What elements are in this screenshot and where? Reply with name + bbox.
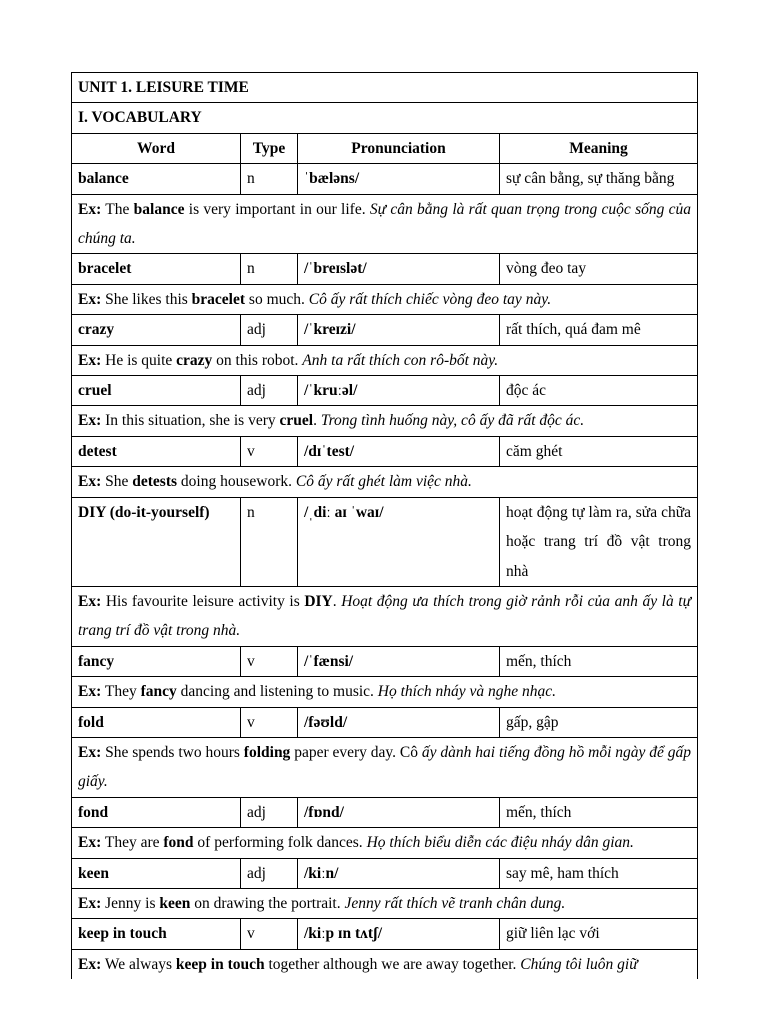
example-keyword: balance — [133, 200, 185, 218]
example-keyword: keen — [159, 894, 191, 912]
example-cell — [72, 586, 698, 646]
pronunciation-cell: ˈbæləns/ — [298, 164, 500, 194]
meaning-cell: say mê, ham thích — [500, 858, 698, 888]
meaning-cell: căm ghét — [500, 436, 698, 466]
word-cell: fond — [72, 797, 241, 827]
word-cell: detest — [72, 436, 241, 466]
example-translation: Hoạt động ưa thích trong giờ rảnh rỗi của anh ấy là tự trang trí đồ vật trong nhà. — [78, 592, 692, 640]
example-text: His favourite leisure activity is — [101, 592, 305, 610]
pronunciation-cell: /ˈbreɪslət/ — [298, 254, 500, 284]
meaning-cell: vòng đeo tay — [500, 254, 698, 284]
example-cell — [72, 194, 698, 254]
example-translation: Trong tình huống này, cô ấy đã rất độc ác. — [320, 412, 585, 430]
example-label: Ex: — [78, 955, 102, 973]
example-text: She likes this — [101, 290, 192, 308]
example-row — [72, 406, 698, 436]
example-text: . — [313, 412, 321, 430]
word-cell: crazy — [72, 315, 241, 345]
meaning-cell: mến, thích — [500, 797, 698, 827]
table-row — [72, 707, 698, 737]
table-row — [72, 164, 698, 194]
unit-title-row — [72, 73, 698, 103]
example-text: together although we are away together. — [264, 955, 521, 973]
example-translation: ấy dành hai tiếng đồng hồ mỗi ngày để gấp giấy. — [78, 743, 692, 791]
example-label: Ex: — [78, 683, 102, 701]
type-cell: adj — [241, 315, 298, 345]
example-translation: Cô ấy rất thích chiếc vòng đeo tay này. — [308, 290, 552, 308]
example-text: on this robot. — [212, 351, 303, 369]
example-cell — [72, 888, 698, 918]
word-cell: bracelet — [72, 254, 241, 284]
example-translation: Anh ta rất thích con rô-bốt này. — [302, 351, 499, 369]
example-translation: Họ thích nháy và nghe nhạc. — [377, 683, 557, 701]
example-cell — [72, 284, 698, 314]
table-row — [72, 919, 698, 949]
example-keyword: bracelet — [191, 290, 246, 308]
pronunciation-cell: /ˈfænsi/ — [298, 646, 500, 676]
example-row — [72, 586, 698, 646]
example-text: She — [101, 473, 133, 491]
example-cell — [72, 345, 698, 375]
table-header-row — [72, 133, 698, 163]
example-keyword: cruel — [279, 412, 314, 430]
example-translation: Chúng tôi luôn giữ — [520, 955, 638, 973]
example-text: He is quite — [101, 351, 177, 369]
example-translation: Cô ấy rất ghét làm việc nhà. — [295, 473, 472, 491]
meaning-cell: rất thích, quá đam mê — [500, 315, 698, 345]
word-cell: cruel — [72, 376, 241, 406]
example-row — [72, 467, 698, 497]
header-word: Word — [72, 133, 241, 163]
table-row — [72, 797, 698, 827]
example-translation: Sự cân bằng là rất quan trọng trong cuộc sống của chúng ta. — [78, 200, 692, 248]
example-row — [72, 828, 698, 858]
example-cell — [72, 949, 698, 979]
example-keyword: DIY — [304, 592, 333, 610]
type-cell: v — [241, 436, 298, 466]
pronunciation-cell: /kiːn/ — [298, 858, 500, 888]
vocabulary-table — [71, 72, 698, 979]
example-text: paper every day. Cô — [290, 743, 422, 761]
example-keyword: fancy — [140, 683, 177, 701]
example-text: Jenny is — [101, 894, 160, 912]
example-text: She spends two hours — [101, 743, 244, 761]
table-row — [72, 376, 698, 406]
example-keyword: fond — [163, 834, 194, 852]
example-row — [72, 284, 698, 314]
example-label: Ex: — [78, 412, 102, 430]
example-text: of performing folk dances. — [193, 834, 367, 852]
meaning-cell: giữ liên lạc với — [500, 919, 698, 949]
example-row — [72, 737, 698, 797]
pronunciation-cell: /ˌdiː aɪ ˈwaɪ/ — [298, 497, 500, 586]
word-cell: fold — [72, 707, 241, 737]
meaning-cell: mến, thích — [500, 646, 698, 676]
header-meaning: Meaning — [500, 133, 698, 163]
example-cell — [72, 737, 698, 797]
type-cell: n — [241, 164, 298, 194]
example-text: is very important in our life. — [184, 200, 370, 218]
pronunciation-cell: /fɒnd/ — [298, 797, 500, 827]
example-keyword: keep in touch — [175, 955, 265, 973]
example-text: They are — [101, 834, 164, 852]
type-cell: v — [241, 646, 298, 676]
meaning-cell: hoạt động tự làm ra, sửa chữa hoặc trang trí đồ vật trong nhà — [500, 497, 698, 586]
pronunciation-cell: /ˈkruːəl/ — [298, 376, 500, 406]
table-row — [72, 858, 698, 888]
word-cell: balance — [72, 164, 241, 194]
example-text: . — [332, 592, 342, 610]
table-row — [72, 646, 698, 676]
example-text: so much. — [245, 290, 309, 308]
example-text: We always — [101, 955, 176, 973]
word-cell: DIY (do-it-yourself) — [72, 497, 241, 586]
example-label: Ex: — [78, 290, 102, 308]
example-translation: Họ thích biểu diễn các điệu nháy dân gian. — [366, 834, 634, 852]
example-label: Ex: — [78, 473, 102, 491]
type-cell: adj — [241, 376, 298, 406]
header-pronunciation: Pronunciation — [298, 133, 500, 163]
example-label: Ex: — [78, 200, 102, 218]
pronunciation-cell: /kiːp ɪn tʌtʃ/ — [298, 919, 500, 949]
example-text: on drawing the portrait. — [190, 894, 345, 912]
section-title: I. VOCABULARY — [72, 103, 698, 133]
example-cell — [72, 828, 698, 858]
word-cell: keep in touch — [72, 919, 241, 949]
unit-title: UNIT 1. LEISURE TIME — [72, 73, 698, 103]
example-translation: Jenny rất thích vẽ tranh chân dung. — [344, 894, 566, 912]
type-cell: adj — [241, 797, 298, 827]
type-cell: n — [241, 254, 298, 284]
example-label: Ex: — [78, 351, 102, 369]
word-cell: fancy — [72, 646, 241, 676]
example-label: Ex: — [78, 834, 102, 852]
meaning-cell: sự cân bằng, sự thăng bằng — [500, 164, 698, 194]
example-label: Ex: — [78, 894, 102, 912]
example-row — [72, 194, 698, 254]
pronunciation-cell: /ˈkreɪzi/ — [298, 315, 500, 345]
word-cell: keen — [72, 858, 241, 888]
example-text: The — [101, 200, 134, 218]
table-row — [72, 436, 698, 466]
pronunciation-cell: /dɪˈtest/ — [298, 436, 500, 466]
example-row — [72, 677, 698, 707]
type-cell: adj — [241, 858, 298, 888]
example-label: Ex: — [78, 743, 102, 761]
example-row — [72, 345, 698, 375]
example-cell — [72, 467, 698, 497]
example-cell — [72, 406, 698, 436]
table-row — [72, 497, 698, 586]
meaning-cell: độc ác — [500, 376, 698, 406]
type-cell: n — [241, 497, 298, 586]
example-keyword: crazy — [176, 351, 213, 369]
example-row — [72, 888, 698, 918]
example-cell — [72, 677, 698, 707]
section-title-row — [72, 103, 698, 133]
example-keyword: folding — [243, 743, 291, 761]
type-cell: v — [241, 707, 298, 737]
pronunciation-cell: /fəʊld/ — [298, 707, 500, 737]
example-text: dancing and listening to music. — [176, 683, 378, 701]
example-text: In this situation, she is very — [101, 412, 280, 430]
table-row — [72, 315, 698, 345]
header-type: Type — [241, 133, 298, 163]
meaning-cell: gấp, gập — [500, 707, 698, 737]
table-row — [72, 254, 698, 284]
example-keyword: detests — [132, 473, 178, 491]
type-cell: v — [241, 919, 298, 949]
example-label: Ex: — [78, 592, 102, 610]
example-row — [72, 949, 698, 979]
example-text: They — [101, 683, 141, 701]
example-text: doing housework. — [177, 473, 296, 491]
